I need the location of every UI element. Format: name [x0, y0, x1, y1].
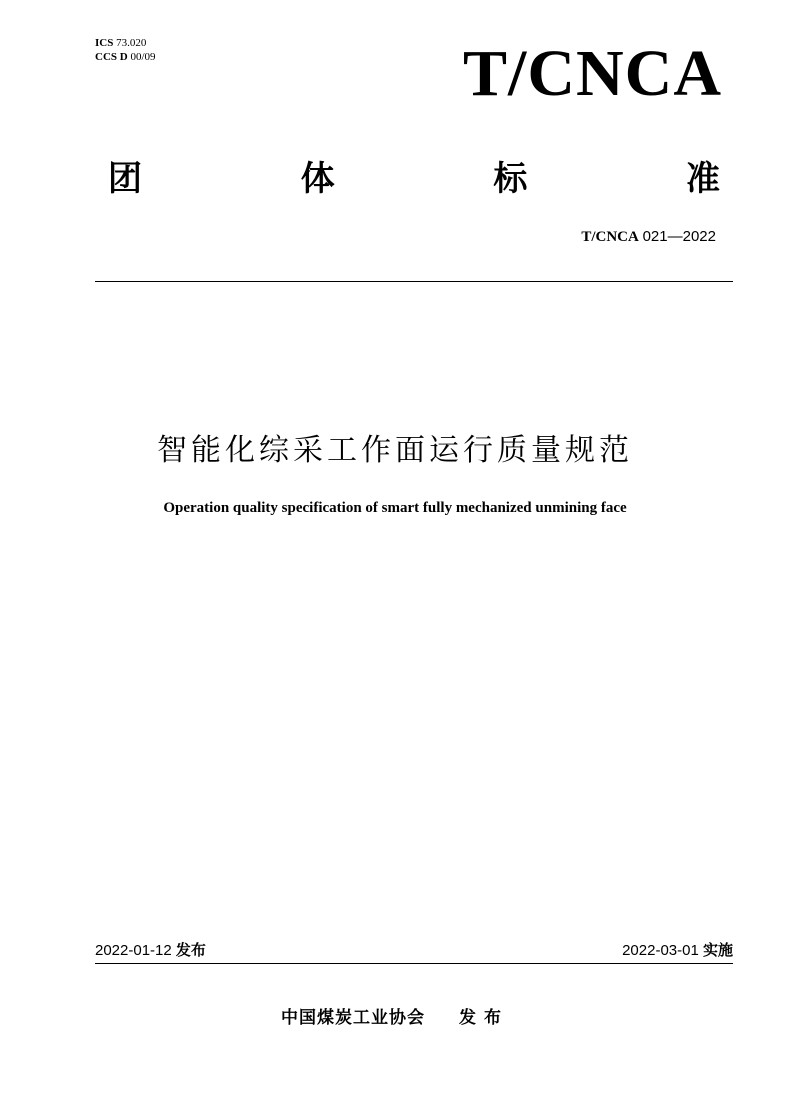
ccs-class: D	[119, 51, 128, 63]
bottom-divider	[95, 963, 733, 964]
implement-date-label: 实施	[702, 941, 733, 959]
standard-type-char: 标	[493, 158, 528, 199]
standard-type-char: 准	[685, 158, 720, 199]
ics-code	[95, 36, 156, 50]
standard-number-prefix: T/CNCA	[581, 229, 639, 245]
ccs-value: 00/09	[130, 51, 156, 63]
document-title-cn: 智能化综采工作面运行质量规范	[157, 433, 633, 468]
implement-date	[622, 939, 733, 960]
standard-type-char: 团	[108, 158, 142, 199]
publish-date-value: 2022-01-12	[95, 942, 172, 959]
publish-date	[95, 939, 206, 960]
classification-codes	[95, 36, 156, 64]
standard-number	[581, 228, 716, 246]
issuer-line	[0, 1003, 790, 1028]
document-title-en: Operation quality specification of smart fully mechanized unmining face	[163, 500, 627, 516]
issuer-action: 发布	[459, 1008, 509, 1028]
tcnca-logo: T/CNCA	[462, 37, 722, 110]
ics-label: ICS	[95, 37, 114, 49]
publish-date-label: 发布	[175, 941, 206, 959]
top-divider	[95, 281, 733, 282]
standard-type-char: 体	[300, 158, 335, 199]
ccs-label: CCS	[95, 51, 118, 63]
ccs-code	[95, 50, 156, 64]
standard-type-heading	[108, 150, 720, 200]
ics-value: 73.020	[116, 37, 147, 49]
standard-number-value: 021—2022	[642, 228, 716, 245]
implement-date-value: 2022-03-01	[622, 942, 699, 959]
issuer-organization: 中国煤炭工业协会	[281, 1008, 425, 1028]
